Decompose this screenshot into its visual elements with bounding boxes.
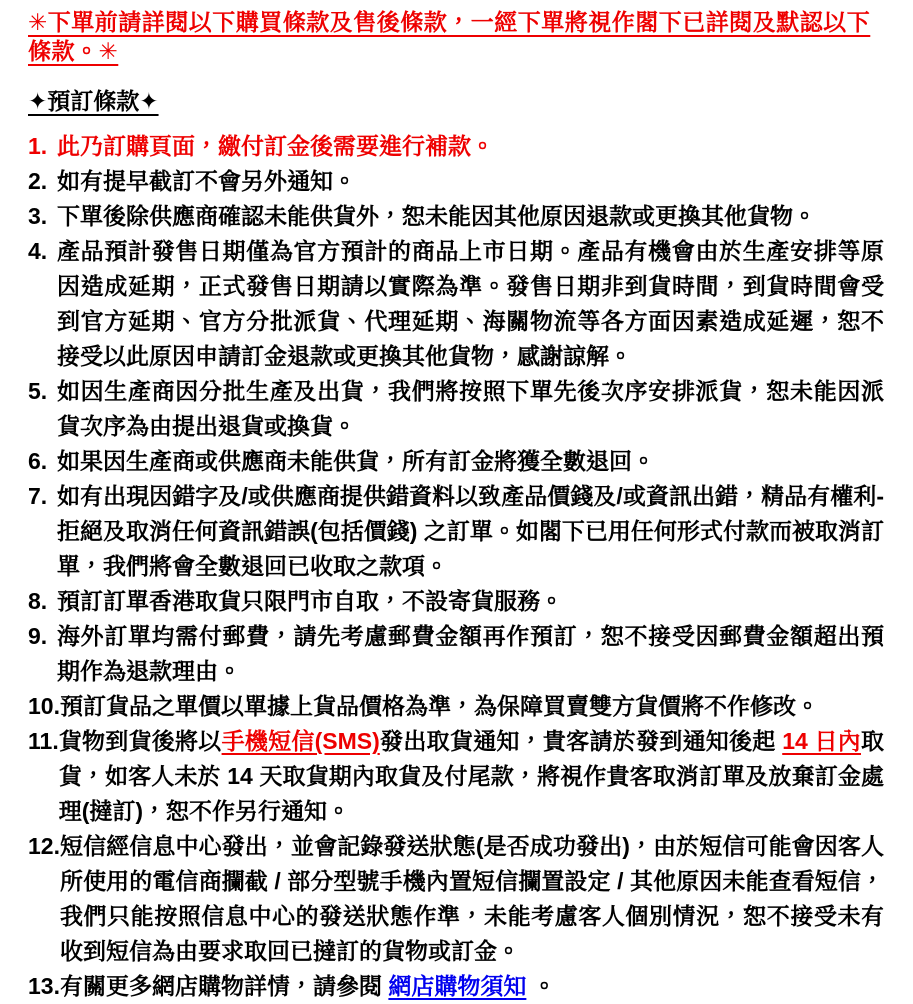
term-item-2 — [28, 164, 884, 199]
term-text: 如有出現因錯字及/或供應商提供錯資料以致產品價錢及/或資訊出錯，精品有權利-拒絕及取消任何資訊錯誤(包括價錢) 之訂單。如閣下已用任何形式付款而被取消訂單，我們將會全數退回已收取之款項。 — [57, 483, 884, 579]
term-text-segment: 。 — [526, 973, 556, 999]
term-item-12 — [28, 829, 884, 969]
term-text — [59, 724, 884, 829]
pickup-deadline-highlight: 14 日內 — [782, 728, 861, 754]
section-heading-preorder-terms: ✦預訂條款✦ — [28, 88, 159, 114]
term-text — [60, 969, 884, 1004]
store-shopping-guide-link[interactable]: 網店購物須知 — [388, 973, 527, 999]
sms-highlight: 手機短信(SMS) — [221, 728, 380, 754]
term-text: 如果因生產商或供應商未能供貨，所有訂金將獲全數退回。 — [57, 448, 655, 474]
term-text: 預訂訂單香港取貨只限門市自取，不設寄貨服務。 — [57, 588, 563, 614]
term-item-13 — [28, 969, 884, 1004]
term-number: 6. — [28, 448, 48, 474]
term-number: 9. — [28, 623, 48, 649]
term-item-7 — [28, 479, 884, 584]
term-text: 如有提早截訂不會另外通知。 — [57, 168, 356, 194]
term-number: 11. — [28, 728, 59, 754]
term-item-8 — [28, 584, 884, 619]
terms-list — [28, 129, 884, 1004]
notice-banner: ✳下單前請詳閱以下購買條款及售後條款，一經下單將視作閣下已詳閱及默認以下條款。✳ — [28, 9, 871, 64]
term-text-segment: 貨物到貨後將以 — [58, 728, 222, 754]
term-item-11 — [28, 724, 884, 829]
term-text: 如因生產商因分批生產及出貨，我們將按照下單先後次序安排派貨，恕未能因派貨次序為由提出退貨或換貨。 — [57, 378, 884, 439]
term-text: 短信經信息中心發出，並會記錄發送狀態(是否成功發出)，由於短信可能會因客人所使用的電信商攔截 / 部分型號手機內置短信攔置設定 / 其他原因未能查看短信，我們只能按照信息中心的發送狀態作準，未能考慮客人個別情況，恕不接受未有收到短信為由要求取回已撻訂的貨物或訂金。 — [59, 833, 884, 964]
term-text-segment: 發出取貨通知，貴客請於發到通知後起 — [379, 728, 783, 754]
term-number: 4. — [28, 238, 48, 264]
term-text: 預訂貨品之單價以單據上貨品價格為準，為保障買賣雙方貨價將不作修改。 — [59, 693, 819, 719]
term-number: 5. — [28, 378, 48, 404]
term-number: 10. — [28, 693, 60, 719]
term-item-4 — [28, 234, 884, 374]
term-number: 12. — [28, 833, 60, 859]
term-text: 此乃訂購頁面，繳付訂金後需要進行補款。 — [57, 133, 494, 159]
term-number: 13. — [28, 973, 60, 999]
term-item-9 — [28, 619, 884, 689]
term-item-1 — [28, 129, 884, 164]
term-number: 3. — [28, 203, 48, 229]
term-number: 8. — [28, 588, 48, 614]
term-text: 海外訂單均需付郵費，請先考慮郵費金額再作預訂，恕不接受因郵費金額超出預期作為退款理由。 — [57, 623, 884, 684]
term-number: 2. — [28, 168, 48, 194]
term-item-10 — [28, 689, 884, 724]
term-number: 7. — [28, 483, 48, 509]
term-item-6 — [28, 444, 884, 479]
term-text-segment: 取貨，如客人未於 14 天取貨期內取貨及付尾款，將視作貴客取消訂單及放棄訂金處理(撻訂)，恕不作另行通知。 — [58, 728, 884, 824]
term-text: 下單後除供應商確認未能供貨外，恕未能因其他原因退款或更換其他貨物。 — [57, 203, 816, 229]
term-text-segment: 有關更多網店購物詳情，請參閱 — [59, 973, 389, 999]
term-number: 1. — [28, 133, 48, 159]
term-item-3 — [28, 199, 884, 234]
term-item-5 — [28, 374, 884, 444]
term-text: 產品預計發售日期僅為官方預計的商品上市日期。產品有機會由於生產安排等原因造成延期，正式發售日期請以實際為準。發售日期非到貨時間，到貨時間會受到官方延期、官方分批派貨、代理延期、海關物流等各方面因素造成延遲，恕不接受以此原因申請訂金退款或更換其他貨物，感謝諒解。 — [57, 238, 884, 369]
